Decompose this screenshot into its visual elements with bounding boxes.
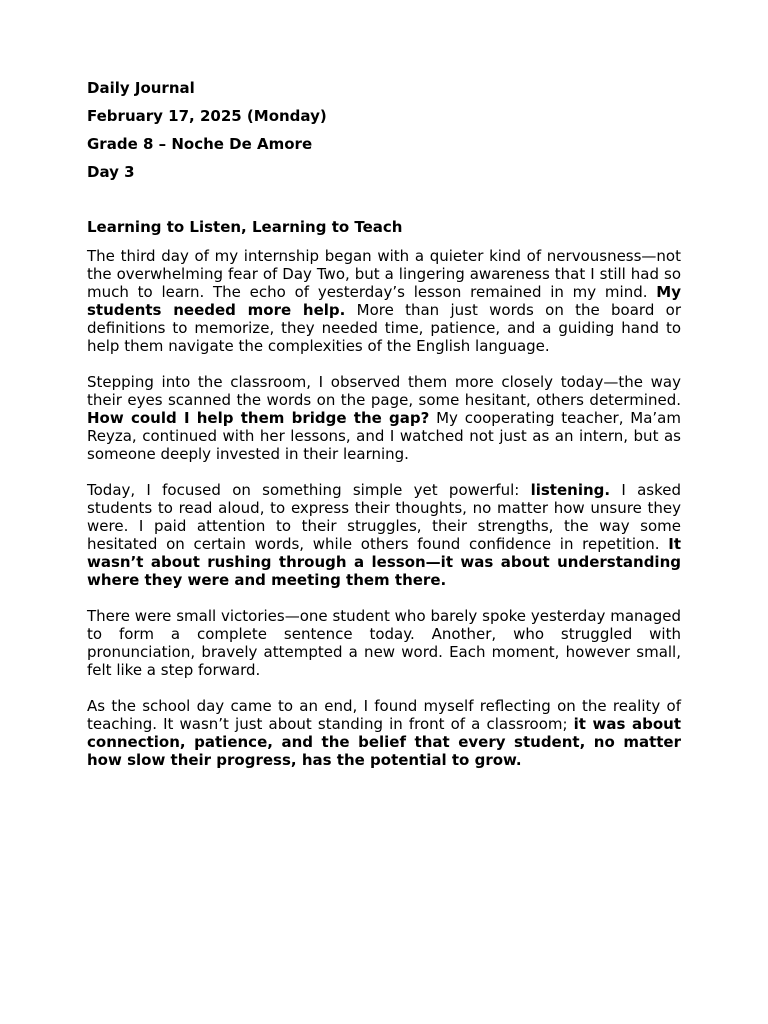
paragraph-1-text-a: The third day of my internship began with a quieter kind of nervousness—not the overwhelming fear of Day Two, but a lingering awareness that I still had so much to learn. The echo of yesterday’s lesson remained in my mind.	[87, 247, 681, 301]
paragraph-4	[87, 607, 681, 679]
paragraph-4-text: There were small victories—one student who barely spoke yesterday managed to form a complete sentence today. Another, who struggled with pronunciation, bravely attempted a new word. Each moment, however small, felt like a step forward.	[87, 607, 681, 679]
paragraph-3-emphasis-b: It wasn’t about rushing through a lesson—it was about understanding where they were and meeting them there.	[87, 535, 681, 589]
day-number: Day 3	[87, 163, 135, 181]
paragraph-5	[87, 697, 681, 769]
paragraph-2-text-b: My cooperating teacher, Ma’am Reyza, continued with her lessons, and I watched not just as an intern, but as someone deeply invested in their learning.	[87, 409, 681, 463]
paragraph-3-text-a: Today, I focused on something simple yet powerful:	[87, 481, 531, 499]
paragraph-5-text: As the school day came to an end, I found myself reflecting on the reality of teaching. It wasn’t just about standing in front of a classroom;	[87, 697, 681, 733]
paragraph-1-text-b: More than just words on the board or definitions to memorize, they needed time, patience, and a guiding hand to help them navigate the complexities of the English language.	[87, 301, 681, 355]
paragraph-3-emphasis-a: listening.	[530, 481, 611, 499]
entry-title: Learning to Listen, Learning to Teach	[87, 218, 403, 236]
journal-heading: Daily Journal	[87, 79, 195, 97]
paragraph-2-emphasis: How could I help them bridge the gap?	[87, 409, 430, 427]
journal-date: February 17, 2025 (Monday)	[87, 107, 327, 125]
paragraph-1	[87, 247, 681, 355]
journal-page	[87, 74, 681, 787]
paragraph-3	[87, 481, 681, 589]
paragraph-2	[87, 373, 681, 463]
class-section: Grade 8 – Noche De Amore	[87, 135, 313, 153]
paragraph-3-text-b: I asked students to read aloud, to express their thoughts, no matter how unsure they were. I paid attention to their struggles, their strengths, the way some hesitated on certain words, while others found confidence in repetition.	[87, 481, 681, 553]
paragraph-5-emphasis: it was about connection, patience, and the belief that every student, no matter how slow their progress, has the potential to grow.	[87, 715, 681, 769]
paragraph-2-text-a: Stepping into the classroom, I observed them more closely today—the way their eyes scanned the words on the page, some hesitant, others determined.	[87, 373, 681, 409]
paragraph-1-emphasis: My students needed more help.	[87, 283, 681, 319]
